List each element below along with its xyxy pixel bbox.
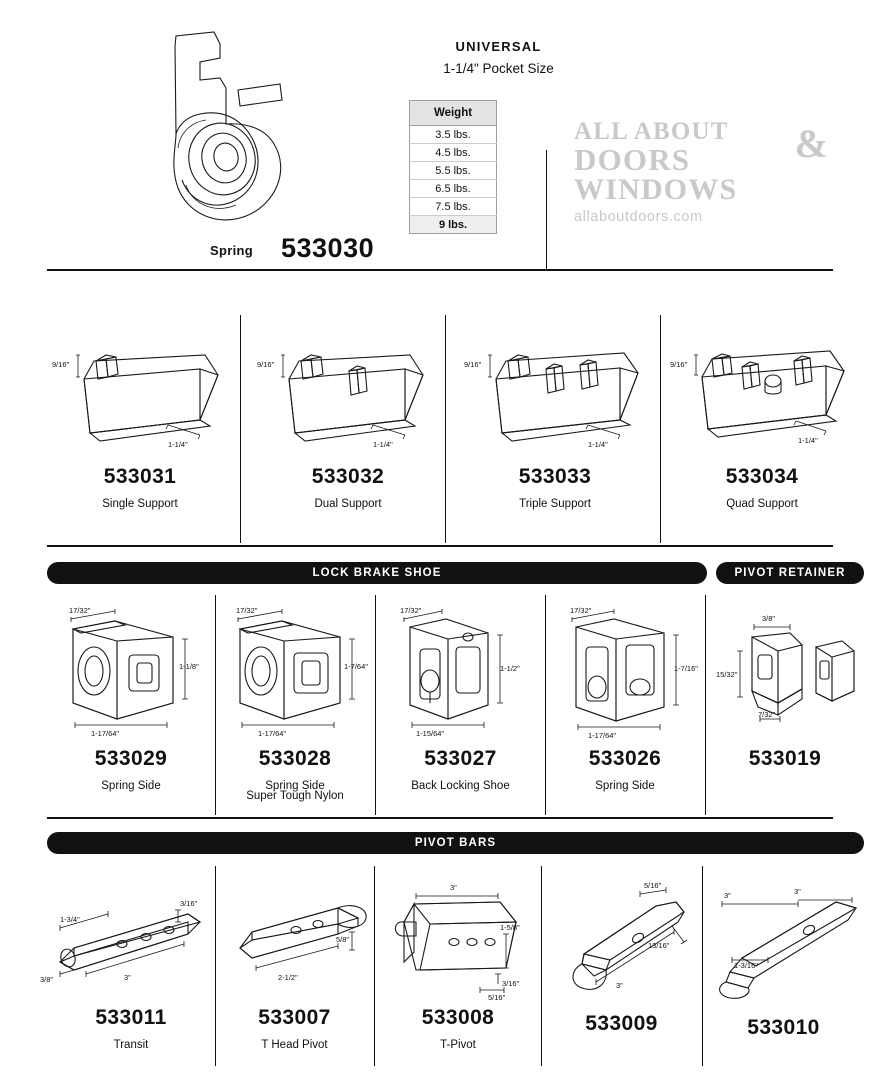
svg-text:1-17/64": 1-17/64" bbox=[258, 729, 287, 738]
banner-lock-brake-shoe: LOCK BRAKE SHOE bbox=[47, 562, 707, 584]
svg-text:1-3/4": 1-3/4" bbox=[60, 915, 80, 924]
svg-text:1-5/8": 1-5/8" bbox=[500, 923, 520, 932]
part-name: Spring Side bbox=[265, 780, 325, 792]
svg-text:7/32": 7/32" bbox=[758, 710, 776, 719]
table-row: 3.5 lbs. bbox=[410, 126, 497, 144]
part-number: 533032 bbox=[311, 465, 385, 488]
svg-text:1-1/4": 1-1/4" bbox=[588, 440, 608, 449]
divider-pivot-1 bbox=[215, 866, 216, 1066]
pivot-533010-illustration bbox=[706, 868, 866, 1003]
shoe-533026-illustration bbox=[556, 599, 711, 739]
svg-text:1-3/16": 1-3/16" bbox=[734, 961, 758, 970]
part-number: 533026 bbox=[588, 747, 662, 770]
shoe-533027-illustration bbox=[388, 599, 543, 739]
pivot-533011-illustration bbox=[38, 870, 208, 1000]
pivot-533008-illustration bbox=[380, 864, 545, 1004]
table-row: 7.5 lbs. bbox=[410, 198, 497, 216]
svg-text:3": 3" bbox=[794, 887, 801, 896]
svg-text:3/8": 3/8" bbox=[762, 614, 776, 623]
divider-supports bbox=[47, 545, 833, 547]
logo-line-1: ALL ABOUT bbox=[574, 118, 729, 145]
svg-text:3": 3" bbox=[616, 981, 623, 990]
svg-text:13/16": 13/16" bbox=[648, 941, 670, 950]
shoe-533029-illustration bbox=[55, 599, 210, 739]
svg-text:1-15/64": 1-15/64" bbox=[416, 729, 445, 738]
part-number: 533007 bbox=[258, 1006, 331, 1029]
weight-table bbox=[409, 100, 497, 234]
part-name: Spring Side bbox=[595, 780, 655, 792]
part-name-secondary: Super Tough Nylon bbox=[246, 790, 344, 802]
divider-support-3 bbox=[660, 315, 661, 543]
svg-text:1-1/4": 1-1/4" bbox=[373, 440, 393, 449]
support-triple-illustration bbox=[462, 325, 652, 455]
divider-lock-brake bbox=[47, 817, 833, 819]
logo-website-url: allaboutdoors.com bbox=[574, 209, 703, 225]
svg-text:17/32": 17/32" bbox=[236, 606, 258, 615]
svg-text:9/16": 9/16" bbox=[52, 360, 70, 369]
part-number: 533033 bbox=[518, 465, 592, 488]
spring-part-number: 533030 bbox=[281, 233, 375, 263]
part-name: Quad Support bbox=[726, 498, 798, 510]
support-quad-illustration bbox=[668, 325, 858, 455]
banner-pivot-retainer: PIVOT RETAINER bbox=[716, 562, 864, 584]
svg-text:15/32": 15/32" bbox=[716, 670, 738, 679]
svg-text:1-17/64": 1-17/64" bbox=[91, 729, 120, 738]
svg-text:3/16": 3/16" bbox=[502, 979, 520, 988]
part-name: Back Locking Shoe bbox=[411, 780, 510, 792]
part-name: Dual Support bbox=[314, 498, 382, 510]
supports-row bbox=[0, 275, 880, 549]
support-dual-illustration bbox=[255, 325, 435, 455]
company-logo bbox=[574, 118, 834, 225]
svg-text:1-17/64": 1-17/64" bbox=[588, 731, 617, 739]
part-number: 533029 bbox=[94, 747, 168, 770]
logo-line-3: WINDOWS bbox=[574, 173, 738, 206]
weight-table-header: Weight bbox=[410, 101, 497, 126]
pivot-bars-row bbox=[0, 824, 880, 1074]
part-name: T Head Pivot bbox=[261, 1039, 328, 1051]
universal-title: UNIVERSAL bbox=[455, 39, 542, 54]
svg-text:3": 3" bbox=[724, 891, 731, 900]
part-number: 533028 bbox=[258, 747, 332, 770]
svg-text:1-1/4": 1-1/4" bbox=[168, 440, 188, 449]
divider-top bbox=[47, 269, 833, 271]
svg-text:17/32": 17/32" bbox=[570, 606, 592, 615]
svg-text:5/16": 5/16" bbox=[488, 993, 506, 1002]
spring-label: Spring bbox=[210, 243, 253, 258]
table-row: 4.5 lbs. bbox=[410, 144, 497, 162]
top-section bbox=[0, 0, 880, 275]
part-number: 533011 bbox=[95, 1006, 167, 1029]
part-name: Transit bbox=[113, 1039, 149, 1051]
svg-text:9/16": 9/16" bbox=[257, 360, 275, 369]
svg-text:3/16": 3/16" bbox=[180, 899, 198, 908]
banner-pivot-bars: PIVOT BARS bbox=[47, 832, 864, 854]
part-number: 533008 bbox=[421, 1006, 495, 1029]
part-number: 533009 bbox=[585, 1012, 658, 1035]
pivot-533007-illustration bbox=[218, 870, 378, 1000]
pivot-retainer-illustration bbox=[716, 607, 866, 727]
spring-illustration bbox=[140, 28, 355, 233]
svg-text:17/32": 17/32" bbox=[400, 606, 422, 615]
part-name: T-Pivot bbox=[440, 1039, 476, 1051]
table-row: 9 lbs. bbox=[410, 216, 497, 234]
part-number: 533010 bbox=[747, 1016, 820, 1039]
part-number: 533019 bbox=[748, 747, 822, 770]
universal-subtitle: 1-1/4" Pocket Size bbox=[443, 61, 554, 76]
pivot-533009-illustration bbox=[548, 864, 703, 1004]
part-name: Triple Support bbox=[519, 498, 591, 510]
svg-text:3/8": 3/8" bbox=[40, 975, 54, 984]
divider-support-2 bbox=[445, 315, 446, 543]
svg-text:1-7/16": 1-7/16" bbox=[674, 664, 698, 673]
svg-text:5/16": 5/16" bbox=[644, 881, 662, 890]
part-name: Single Support bbox=[102, 498, 178, 510]
svg-text:1-1/4": 1-1/4" bbox=[798, 436, 818, 445]
svg-text:1-7/64": 1-7/64" bbox=[344, 662, 368, 671]
svg-text:1-1/2": 1-1/2" bbox=[500, 664, 520, 673]
svg-text:17/32": 17/32" bbox=[69, 606, 91, 615]
divider-support-1 bbox=[240, 315, 241, 543]
part-number: 533034 bbox=[725, 465, 799, 488]
table-row: 6.5 lbs. bbox=[410, 180, 497, 198]
svg-text:5/8": 5/8" bbox=[336, 935, 350, 944]
logo-line-2: DOORS bbox=[574, 142, 691, 177]
svg-text:3": 3" bbox=[124, 973, 131, 982]
part-number: 533031 bbox=[103, 465, 177, 488]
divider-vertical-top bbox=[546, 150, 547, 270]
shoe-533028-illustration bbox=[222, 599, 377, 739]
lock-brake-shoe-row bbox=[0, 549, 880, 824]
table-row: 5.5 lbs. bbox=[410, 162, 497, 180]
logo-ampersand: & bbox=[794, 121, 828, 166]
support-single-illustration bbox=[50, 325, 230, 455]
part-name: Spring Side bbox=[101, 780, 161, 792]
svg-text:1-1/8": 1-1/8" bbox=[179, 662, 199, 671]
svg-text:3": 3" bbox=[450, 883, 457, 892]
svg-text:9/16": 9/16" bbox=[464, 360, 482, 369]
svg-text:9/16": 9/16" bbox=[670, 360, 688, 369]
part-number: 533027 bbox=[424, 747, 497, 770]
svg-text:2-1/2": 2-1/2" bbox=[278, 973, 298, 982]
